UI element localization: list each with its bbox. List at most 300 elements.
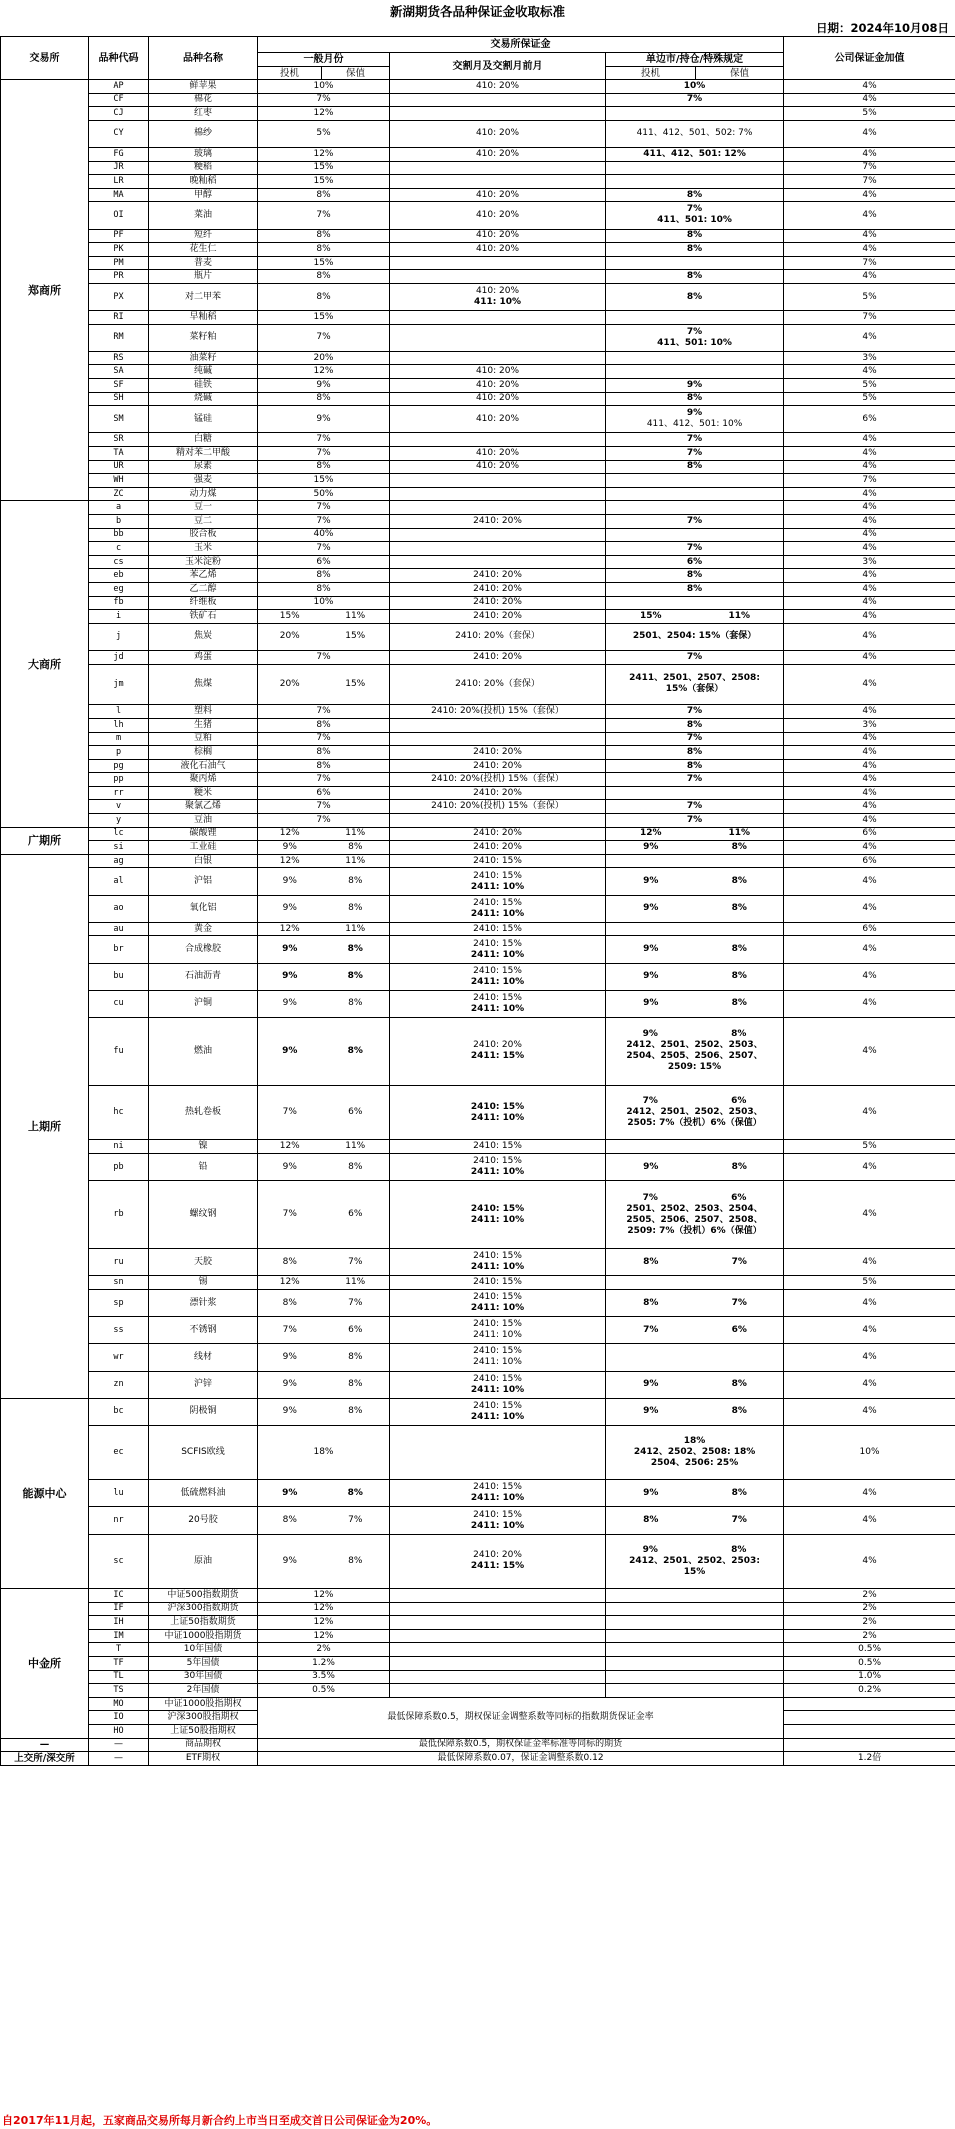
general-month-cell: 3.5% <box>258 1670 390 1684</box>
unilateral-cell <box>606 80 784 94</box>
code-cell: IF <box>89 1602 149 1616</box>
name-cell: SCFIS欧线 <box>149 1425 258 1479</box>
unilateral-spec-cell: 9% <box>606 936 696 963</box>
name-cell: 纤维板 <box>149 596 258 610</box>
table-row <box>1 1589 955 1603</box>
cell-line: 410: 20% <box>475 80 520 91</box>
table-row <box>1 1697 955 1711</box>
unilateral-cell <box>606 800 784 814</box>
general-month-cell: 15% <box>258 311 390 325</box>
delivery-month-cell <box>390 718 606 732</box>
code-cell: cs <box>89 555 149 569</box>
general-spec-cell: 12% <box>258 1140 322 1154</box>
name-cell: 锰硅 <box>149 406 258 433</box>
company-add-cell: 4% <box>784 501 955 515</box>
table-row <box>1 1085 955 1139</box>
company-add-cell: 7% <box>784 311 955 325</box>
unilateral-cell <box>606 555 784 569</box>
unilateral-hedge: 6% <box>731 1096 747 1107</box>
unilateral-split <box>606 1545 783 1556</box>
unilateral-cell <box>606 650 784 664</box>
name-cell: 普麦 <box>149 256 258 270</box>
unilateral-spec-cell <box>606 1276 696 1290</box>
unilateral-spec-cell: 9% <box>606 841 696 855</box>
table-row <box>1 147 955 161</box>
general-month-cell: 8% <box>258 229 390 243</box>
cell-line: 2504、2506: 25% <box>650 1458 739 1469</box>
company-add-cell <box>784 1711 955 1725</box>
name-cell: 豆油 <box>149 814 258 828</box>
code-cell: bc <box>89 1398 149 1425</box>
general-month-cell: 6% <box>258 555 390 569</box>
cell-line: 2509: 7%（投机）6%（保值） <box>627 1225 762 1236</box>
delivery-month-cell <box>390 161 606 175</box>
delivery-month-cell <box>390 542 606 556</box>
cell-line: 2410: 20%(投机) 15%（套保） <box>431 801 564 812</box>
company-add-cell: 0.2% <box>784 1684 955 1698</box>
table-row <box>1 528 955 542</box>
table-row <box>1 1752 955 1766</box>
table-row <box>1 474 955 488</box>
cell-line: 2410: 15% <box>473 1509 522 1520</box>
company-add-cell: 4% <box>784 800 955 814</box>
company-add-cell: 4% <box>784 433 955 447</box>
name-cell: 20号胶 <box>149 1507 258 1534</box>
code-cell: nr <box>89 1507 149 1534</box>
code-cell: al <box>89 868 149 895</box>
delivery-month-cell <box>390 1602 606 1616</box>
general-hedge-cell: 11% <box>322 827 390 841</box>
delivery-month-cell <box>390 1371 606 1398</box>
delivery-month-cell <box>390 1507 606 1534</box>
table-row <box>1 1371 955 1398</box>
name-cell: 粳米 <box>149 786 258 800</box>
general-month-cell: 7% <box>258 93 390 107</box>
table-row <box>1 1249 955 1276</box>
header-unilateral: 单边市/持仓/特殊规定 <box>606 53 784 67</box>
name-cell: 燃油 <box>149 1017 258 1085</box>
cell-line: 2410: 20% <box>473 651 522 662</box>
name-cell: 动力煤 <box>149 487 258 501</box>
code-cell: sp <box>89 1289 149 1316</box>
delivery-month-cell <box>390 1589 606 1603</box>
delivery-month-cell <box>390 895 606 922</box>
name-cell: 聚氯乙烯 <box>149 800 258 814</box>
company-add-cell: 2% <box>784 1629 955 1643</box>
cell-line: 2411: 10% <box>470 1214 525 1225</box>
table-row <box>1 569 955 583</box>
option-note-cell: 最低保障系数0.5，期权保证金率标准等同标的期货 <box>258 1738 784 1752</box>
delivery-month-cell <box>390 555 606 569</box>
delivery-month-cell <box>390 1629 606 1643</box>
table-row <box>1 515 955 529</box>
cell-line: 410: 20% <box>475 366 520 377</box>
name-cell: 菜籽粕 <box>149 324 258 351</box>
cell-line: 2410: 20% <box>473 842 522 853</box>
company-add-cell: 4% <box>784 786 955 800</box>
code-cell: UR <box>89 460 149 474</box>
name-cell: 精对苯二甲酸 <box>149 447 258 461</box>
unilateral-cell <box>606 175 784 189</box>
table-row <box>1 1684 955 1698</box>
unilateral-cell <box>606 311 784 325</box>
code-cell: eb <box>89 569 149 583</box>
general-hedge-cell: 8% <box>322 868 390 895</box>
company-add-cell: 5% <box>784 283 955 310</box>
table-row <box>1 1425 955 1479</box>
name-cell: 沪铜 <box>149 990 258 1017</box>
general-month-cell: 12% <box>258 147 390 161</box>
company-add-cell: 4% <box>784 1181 955 1249</box>
table-row <box>1 1616 955 1630</box>
table-row <box>1 243 955 257</box>
delivery-month-cell <box>390 800 606 814</box>
company-add-cell: 1.0% <box>784 1670 955 1684</box>
general-month-cell: 7% <box>258 447 390 461</box>
general-hedge-cell: 8% <box>322 1153 390 1180</box>
name-cell: 菜油 <box>149 202 258 229</box>
code-cell: PX <box>89 283 149 310</box>
company-add-cell: 4% <box>784 528 955 542</box>
delivery-month-cell <box>390 229 606 243</box>
table-row <box>1 705 955 719</box>
delivery-month-cell <box>390 1616 606 1630</box>
name-cell: 晚籼稻 <box>149 175 258 189</box>
delivery-month-cell <box>390 501 606 515</box>
name-cell: 尿素 <box>149 460 258 474</box>
code-cell: y <box>89 814 149 828</box>
company-add-cell: 4% <box>784 746 955 760</box>
cell-line: 9% <box>686 408 703 419</box>
table-row <box>1 1276 955 1290</box>
unilateral-cell <box>606 732 784 746</box>
general-month-cell: 7% <box>258 433 390 447</box>
cell-line: 2411、2501、2507、2508: <box>629 673 760 684</box>
delivery-month-cell <box>390 311 606 325</box>
code-cell: PR <box>89 270 149 284</box>
table-row <box>1 786 955 800</box>
name-cell: 棉纱 <box>149 120 258 147</box>
code-cell: IO <box>89 1711 149 1725</box>
unilateral-hedge-cell: 8% <box>696 1398 784 1425</box>
general-hedge-cell: 11% <box>322 610 390 624</box>
table-row <box>1 650 955 664</box>
unilateral-spec-cell: 9% <box>606 1371 696 1398</box>
unilateral-hedge: 8% <box>731 1544 747 1555</box>
company-add-cell: 1.2倍 <box>784 1752 955 1766</box>
code-cell: RS <box>89 351 149 365</box>
code-cell: TL <box>89 1670 149 1684</box>
company-add-cell: 4% <box>784 582 955 596</box>
company-add-cell: 6% <box>784 406 955 433</box>
exchange-cell: 能源中心 <box>1 1398 89 1588</box>
unilateral-spec: 7% <box>642 1096 658 1107</box>
company-add-cell: 2% <box>784 1602 955 1616</box>
cell-line: 9% <box>686 379 703 390</box>
general-month-cell: 7% <box>258 800 390 814</box>
delivery-month-cell <box>390 270 606 284</box>
cell-line: 2410: 15% <box>473 992 522 1003</box>
unilateral-cell <box>606 542 784 556</box>
general-month-cell: 18% <box>258 1425 390 1479</box>
cell-line: 7% <box>686 326 703 337</box>
table-row <box>1 202 955 229</box>
name-cell: 镍 <box>149 1140 258 1154</box>
unilateral-cell <box>606 786 784 800</box>
company-add-cell: 4% <box>784 324 955 351</box>
general-month-cell: 15% <box>258 175 390 189</box>
delivery-month-cell <box>390 460 606 474</box>
delivery-month-cell <box>390 1684 606 1698</box>
code-cell: fu <box>89 1017 149 1085</box>
cell-line: 8% <box>686 583 703 594</box>
unilateral-cell <box>606 433 784 447</box>
code-cell: — <box>89 1752 149 1766</box>
cell-line: 7% <box>686 733 703 744</box>
delivery-month-cell <box>390 447 606 461</box>
delivery-month-cell <box>390 610 606 624</box>
general-month-cell: 7% <box>258 202 390 229</box>
company-add-cell: 4% <box>784 460 955 474</box>
company-add-cell: 4% <box>784 542 955 556</box>
table-row <box>1 256 955 270</box>
general-hedge-cell: 8% <box>322 1534 390 1588</box>
company-add-cell: 4% <box>784 868 955 895</box>
code-cell: CY <box>89 120 149 147</box>
footer-note: 自2017年11月起，五家商品交易所每月新合约上市当日至成交首日公司保证金为20%。 <box>2 2114 438 2127</box>
table-row <box>1 80 955 94</box>
table-row <box>1 447 955 461</box>
company-add-cell: 4% <box>784 664 955 705</box>
cell-line: 18% <box>683 1436 706 1447</box>
code-cell: SR <box>89 433 149 447</box>
delivery-month-cell <box>390 773 606 787</box>
cell-line: 410: 20% <box>475 148 520 159</box>
name-cell: 生猪 <box>149 718 258 732</box>
general-month-cell: 8% <box>258 569 390 583</box>
general-spec-cell: 9% <box>258 963 322 990</box>
cell-line: 410: 20% <box>475 243 520 254</box>
unilateral-cell <box>606 1425 784 1479</box>
code-cell: PK <box>89 243 149 257</box>
unilateral-hedge-cell: 8% <box>696 1371 784 1398</box>
company-add-cell: 2% <box>784 1616 955 1630</box>
unilateral-cell <box>606 1643 784 1657</box>
unilateral-cell <box>606 487 784 501</box>
general-hedge-cell: 8% <box>322 990 390 1017</box>
cell-line: 410: 20% <box>475 413 520 424</box>
company-add-cell: 4% <box>784 515 955 529</box>
unilateral-cell <box>606 188 784 202</box>
exchange-cell: 大商所 <box>1 501 89 827</box>
delivery-month-cell <box>390 1085 606 1139</box>
name-cell: 沪铝 <box>149 868 258 895</box>
company-add-cell: 4% <box>784 202 955 229</box>
cell-line: 7% <box>686 204 703 215</box>
company-add-cell: 4% <box>784 1344 955 1371</box>
company-add-cell: 4% <box>784 1017 955 1085</box>
table-row <box>1 936 955 963</box>
name-cell: 30年国债 <box>149 1670 258 1684</box>
unilateral-cell <box>606 814 784 828</box>
name-cell: 棉花 <box>149 93 258 107</box>
name-cell: 工业硅 <box>149 841 258 855</box>
unilateral-spec-cell: 8% <box>606 1507 696 1534</box>
table-row <box>1 161 955 175</box>
unilateral-cell <box>606 392 784 406</box>
unilateral-spec: 7% <box>642 1192 658 1203</box>
name-cell: 线材 <box>149 1344 258 1371</box>
exchange-cell: 广期所 <box>1 827 89 854</box>
general-hedge-cell: 8% <box>322 963 390 990</box>
name-cell: 不锈钢 <box>149 1317 258 1344</box>
table-row <box>1 379 955 393</box>
general-spec-cell: 20% <box>258 623 322 650</box>
cell-line: 2411: 10% <box>473 1357 522 1368</box>
general-month-cell: 5% <box>258 120 390 147</box>
company-add-cell: 6% <box>784 854 955 868</box>
table-row <box>1 800 955 814</box>
unilateral-cell <box>606 596 784 610</box>
cell-line: 410: 20% <box>475 128 520 139</box>
general-month-cell: 8% <box>258 188 390 202</box>
general-hedge-cell: 8% <box>322 1017 390 1085</box>
cell-line: 2410: 15% <box>473 923 522 934</box>
cell-line: 2412、2502、2508: 18% <box>633 1447 756 1458</box>
cell-line: 411、501: 10% <box>657 215 732 226</box>
name-cell: 黄金 <box>149 922 258 936</box>
company-add-cell: 6% <box>784 922 955 936</box>
cell-line: 7% <box>686 515 703 526</box>
name-cell: 铅 <box>149 1153 258 1180</box>
unilateral-hedge-cell: 8% <box>696 990 784 1017</box>
name-cell: 上证50指数期货 <box>149 1616 258 1630</box>
unilateral-hedge-cell: 7% <box>696 1249 784 1276</box>
table-row <box>1 501 955 515</box>
cell-line: 2410: 15% <box>473 1156 522 1167</box>
company-add-cell: 4% <box>784 1371 955 1398</box>
general-spec-cell: 7% <box>258 1181 322 1249</box>
general-month-cell: 7% <box>258 324 390 351</box>
general-spec-cell: 8% <box>258 1249 322 1276</box>
general-month-cell: 7% <box>258 705 390 719</box>
company-add-cell: 4% <box>784 80 955 94</box>
code-cell: rr <box>89 786 149 800</box>
general-hedge-cell: 6% <box>322 1085 390 1139</box>
company-add-cell: 4% <box>784 650 955 664</box>
unilateral-cell <box>606 623 784 650</box>
cell-line: 411、412、501: 10% <box>646 419 743 430</box>
code-cell: FG <box>89 147 149 161</box>
cell-line: 10% <box>683 80 706 91</box>
unilateral-hedge-cell: 8% <box>696 895 784 922</box>
name-cell: 花生仁 <box>149 243 258 257</box>
delivery-month-cell <box>390 188 606 202</box>
unilateral-hedge-cell <box>696 854 784 868</box>
general-month-cell: 1.2% <box>258 1657 390 1671</box>
unilateral-cell <box>606 582 784 596</box>
code-cell: IC <box>89 1589 149 1603</box>
cell-line: 2501、2504: 15%（套保） <box>632 631 757 642</box>
company-add-cell: 4% <box>784 773 955 787</box>
cell-line: 8% <box>686 461 703 472</box>
code-cell: zn <box>89 1371 149 1398</box>
name-cell: 碳酸锂 <box>149 827 258 841</box>
unilateral-cell <box>606 1534 784 1588</box>
header-general-month: 一般月份 <box>258 53 390 67</box>
table-row <box>1 107 955 121</box>
table-row <box>1 460 955 474</box>
unilateral-cell <box>606 1657 784 1671</box>
table-row <box>1 324 955 351</box>
name-cell: 聚丙烯 <box>149 773 258 787</box>
cell-line: 411: 10% <box>473 297 522 307</box>
unilateral-hedge-cell: 8% <box>696 868 784 895</box>
cell-line: 410: 20% <box>475 286 520 296</box>
delivery-month-cell <box>390 379 606 393</box>
delivery-month-cell <box>390 256 606 270</box>
cell-line: 8% <box>686 243 703 254</box>
general-month-cell: 8% <box>258 582 390 596</box>
company-add-cell: 7% <box>784 175 955 189</box>
delivery-month-cell <box>390 596 606 610</box>
table-row <box>1 175 955 189</box>
code-cell: sn <box>89 1276 149 1290</box>
name-cell: 铁矿石 <box>149 610 258 624</box>
unilateral-cell <box>606 759 784 773</box>
cell-line: 2410: 15% <box>473 1319 522 1330</box>
table-row <box>1 895 955 922</box>
header-company-add: 公司保证金加值 <box>784 37 955 80</box>
general-month-cell: 8% <box>258 392 390 406</box>
company-add-cell: 4% <box>784 93 955 107</box>
code-cell: j <box>89 623 149 650</box>
general-spec-cell: 8% <box>258 1507 322 1534</box>
delivery-month-cell <box>390 569 606 583</box>
general-month-cell: 15% <box>258 256 390 270</box>
code-cell: IH <box>89 1616 149 1630</box>
code-cell: TA <box>89 447 149 461</box>
company-add-cell: 4% <box>784 610 955 624</box>
cell-line: 411、412、501、502: 7% <box>636 128 753 139</box>
general-spec-cell: 9% <box>258 1398 322 1425</box>
name-cell: 对二甲苯 <box>149 283 258 310</box>
cell-line: 7% <box>686 447 703 458</box>
code-cell: CJ <box>89 107 149 121</box>
delivery-month-cell <box>390 283 606 310</box>
cell-line: 7% <box>686 651 703 662</box>
table-row <box>1 351 955 365</box>
exchange-cell: — <box>1 1738 89 1752</box>
header-exchange-margin: 交易所保证金 <box>258 37 784 53</box>
general-spec-cell: 15% <box>258 610 322 624</box>
general-month-cell: 7% <box>258 542 390 556</box>
general-spec-cell: 7% <box>258 1317 322 1344</box>
code-cell: OI <box>89 202 149 229</box>
code-cell: JR <box>89 161 149 175</box>
code-cell: bb <box>89 528 149 542</box>
unilateral-hedge: 8% <box>731 1029 747 1040</box>
header-unilateral-spec: 投机 <box>606 67 696 80</box>
cell-line: 2411: 10% <box>470 949 525 960</box>
company-add-cell: 4% <box>784 895 955 922</box>
unilateral-cell <box>606 705 784 719</box>
code-cell: pb <box>89 1153 149 1180</box>
delivery-month-cell <box>390 623 606 650</box>
cell-line: 2412、2501、2502、2503、 <box>626 1040 763 1051</box>
name-cell: 天胶 <box>149 1249 258 1276</box>
code-cell: IM <box>89 1629 149 1643</box>
